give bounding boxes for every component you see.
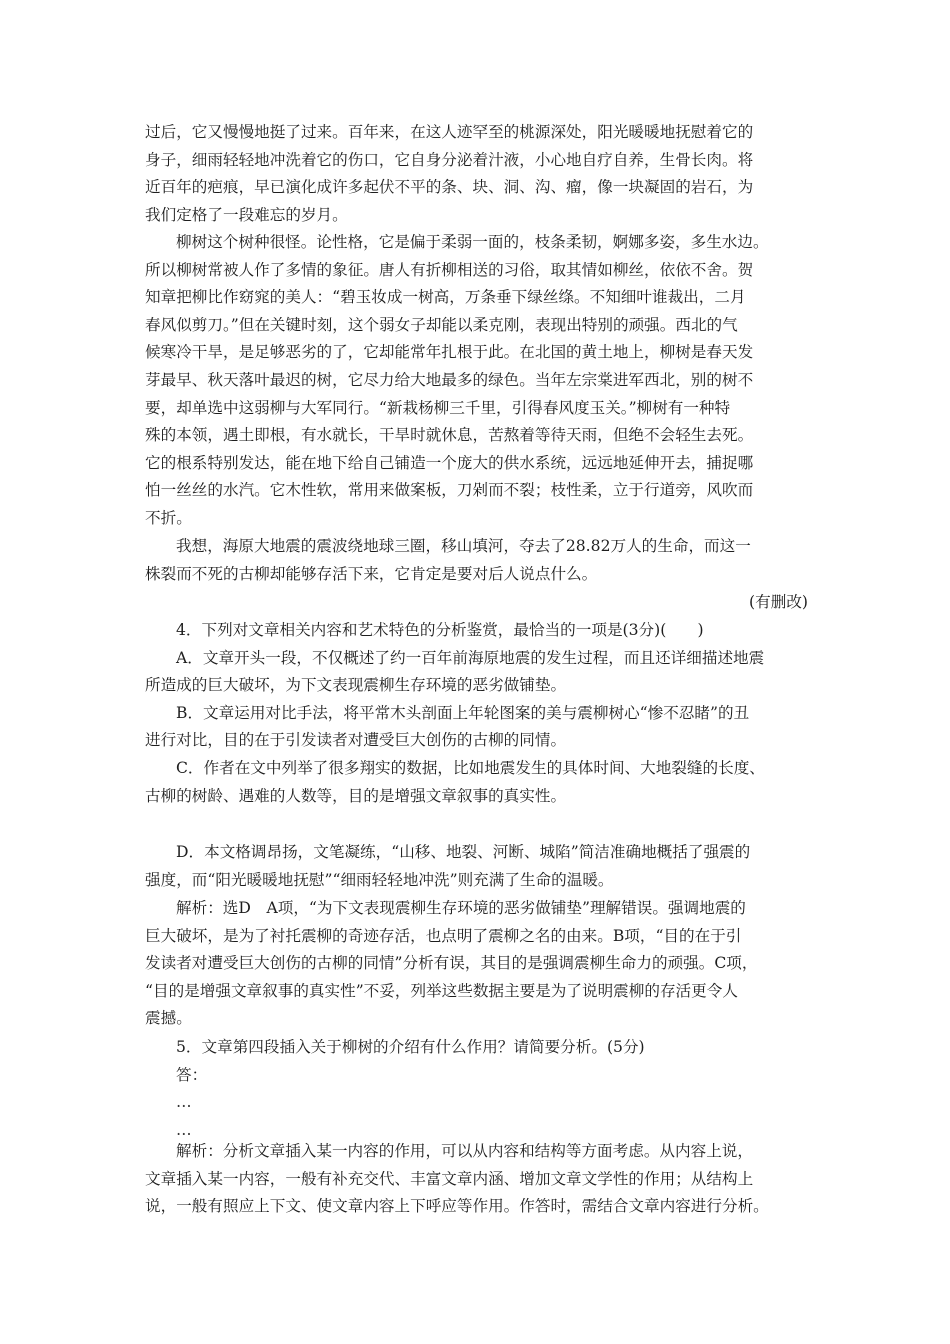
text-line: 它的根系特别发达，能在地下给自己铺造一个庞大的供水系统，远远地延伸开去，捕捉哪 <box>145 453 754 472</box>
text-line: 殊的本领，遇土即根，有水就长，干旱时就休息，苦熬着等待天雨，但绝不会轻生去死。 <box>145 426 754 445</box>
option-b-cont: 进行对比，目的在于引发读者对遭受巨大创伤的古柳的同情。 <box>145 731 567 750</box>
option-d: D．本文格调昂扬，文笔凝练，“山移、地裂、河断、城陷”简洁准确地概括了强震的 <box>176 843 751 861</box>
analysis-line: 巨大破坏，是为了衬托震柳的奇迹存活，也点明了震柳之名的由来。B项，“目的在于引 <box>145 926 742 945</box>
analysis-line: “目的是增强文章叙事的真实性”不妥，列举这些数据主要是为了说明震柳的存活更令人 <box>145 981 738 1000</box>
option-c-cont: 古柳的树龄、遇难的人数等，目的是增强文章叙事的真实性。 <box>145 786 567 805</box>
text-line: 不折。 <box>145 508 192 527</box>
text-line: 株裂而不死的古柳却能够存活下来，它肯定是要对后人说点什么。 <box>145 564 598 583</box>
text-line: 要，却单选中这弱柳与大军同行。“新栽杨柳三千里，引得春风度玉关。”柳树有一种特 <box>145 398 731 417</box>
question-stem: 5．文章第四段插入关于柳树的介绍有什么作用？请简要分析。(5分) <box>176 1038 645 1056</box>
text-line: 我们定格了一段难忘的岁月。 <box>145 205 348 224</box>
text-line: 柳树这个树种很怪。论性格，它是偏于柔弱一面的，枝条柔韧，婀娜多姿，多生水边。 <box>176 233 769 251</box>
analysis-line: 发读者对遭受巨大创伤的古柳的同情”分析有误，其目的是强调震柳生命力的顽强。C项， <box>145 954 758 973</box>
text-line: 春风似剪刀。”但在关键时刻，这个弱女子却能以柔克刚，表现出特别的顽强。西北的气 <box>145 315 738 334</box>
option-c: C．作者在文中列举了很多翔实的数据，比如地震发生的具体时间、大地裂缝的长度、 <box>176 758 765 777</box>
text-line: 身子，细雨轻轻地冲洗着它的伤口，它自身分泌着汁液，小心地自疗自养，生骨长肉。将 <box>145 150 754 169</box>
text-line: 知章把柳比作窈窕的美人：“碧玉妆成一树高，万条垂下绿丝绦。不知细叶谁裁出，二月 <box>145 288 746 307</box>
question-4 <box>145 617 808 810</box>
text-line: 我想，海原大地震的震波绕地球三圈，移山填河，夺去了28.82万人的生命，而这一 <box>176 537 751 555</box>
question-5 <box>145 1034 808 1144</box>
analysis-line: 解析：分析文章插入某一内容的作用，可以从内容和结构等方面考虑。从内容上说， <box>176 1142 753 1160</box>
answer-blank-line[interactable]: … <box>176 1093 193 1112</box>
text-line: 候寒冷干旱，是足够恶劣的了，它却能常年扎根于此。在北国的黄土地上，柳树是春天发 <box>145 343 754 362</box>
analysis-line: 说，一般有照应上下文、使文章内容上下呼应等作用。作答时，需结合文章内容进行分析。 <box>145 1197 769 1216</box>
question-4-analysis <box>145 895 808 1033</box>
question-5-analysis <box>145 1138 808 1221</box>
option-b: B．文章运用对比手法，将平常木头剖面上年轮图案的美与震柳树心“惨不忍睹”的丑 <box>176 703 750 722</box>
answer-blank-line[interactable]: … <box>176 1120 193 1139</box>
analysis-line: 文章插入某一内容，一般有补充交代、丰富文章内涵、增加文章文学性的作用；从结构上 <box>145 1169 754 1188</box>
question-4-option-d <box>145 839 808 894</box>
paragraph-1 <box>145 119 808 229</box>
text-line: 怕一丝丝的水汽。它木性软，常用来做案板，刀剁而不裂；枝性柔，立于行道旁，风吹而 <box>145 481 754 500</box>
text-line: 近百年的疤痕，早已演化成许多起伏不平的条、块、洞、沟、瘤，像一块凝固的岩石，为 <box>145 178 754 197</box>
analysis-line: 解析：选D A项，“为下文表现震柳生存环境的恶劣做铺垫”理解错误。强调地震的 <box>176 899 746 917</box>
paragraph-3 <box>145 533 808 588</box>
option-a-cont: 所造成的巨大破坏，为下文表现震柳生存环境的恶劣做铺垫。 <box>145 676 567 695</box>
option-a: A．文章开头一段，不仅概述了约一百年前海原地震的发生过程，而且还详细描述地震 <box>176 648 765 667</box>
text-line: 芽最早、秋天落叶最迟的树，它尽力给大地最多的绿色。当年左宗棠进军西北，别的树不 <box>145 370 754 389</box>
question-stem: 4．下列对文章相关内容和艺术特色的分析鉴赏，最恰当的一项是(3分)( ) <box>176 621 704 639</box>
answer-label: 答： <box>176 1065 208 1084</box>
option-d-cont: 强度，而“阳光暖暖地抚慰”“细雨轻轻地冲洗”则充满了生命的温暖。 <box>145 870 614 889</box>
text-line: 过后，它又慢慢地挺了过来。百年来，在这人迹罕至的桃源深处，阳光暖暖地抚慰着它的 <box>145 123 754 141</box>
text-line: 所以柳树常被人作了多情的象征。唐人有折柳相送的习俗，取其情如柳丝，依依不舍。贺 <box>145 260 754 279</box>
paragraph-2 <box>145 229 808 533</box>
source-note <box>145 589 808 617</box>
analysis-line: 震撼。 <box>145 1009 192 1028</box>
source-note-text: (有删改) <box>749 593 808 611</box>
